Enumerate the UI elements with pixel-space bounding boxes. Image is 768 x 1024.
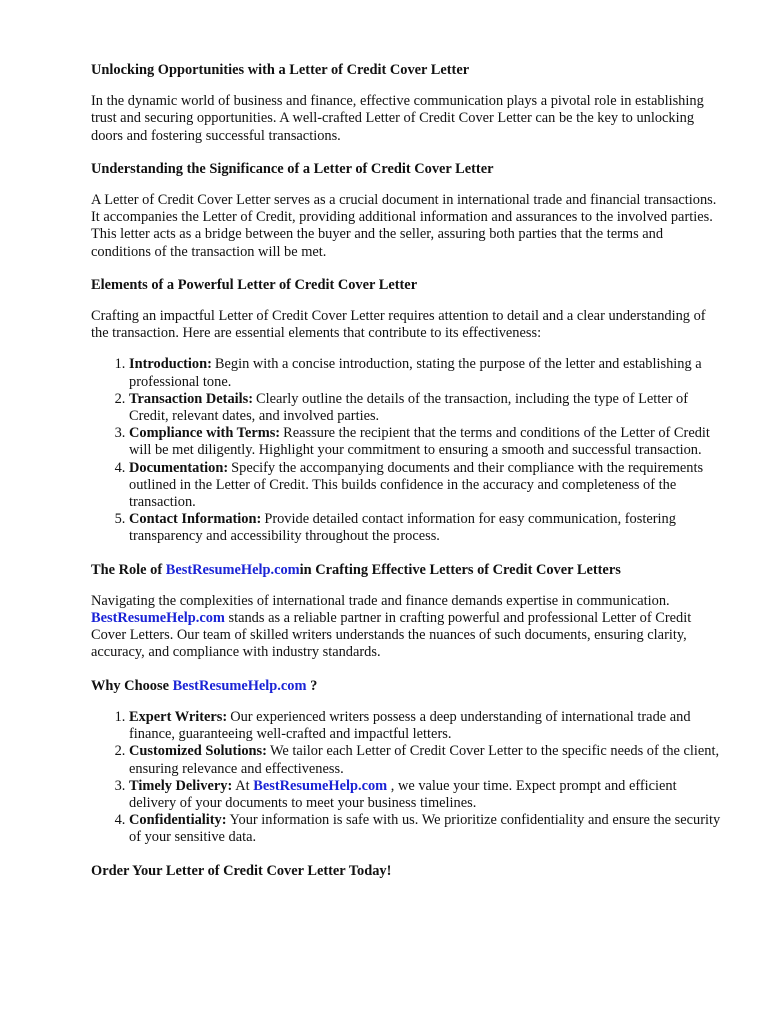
list-item-text: At [235, 777, 250, 794]
list-item-term: Compliance with Terms: [129, 425, 281, 442]
list-item-text: Specify the accompanying documents and their compliance with the requirements outlined in the Letter of Credit. This builds confidence in the accuracy and completeness of the transaction. [129, 459, 704, 511]
list-item-text: , we value your time. Expect prompt and efficient delivery of your documents to meet your business timelines. [129, 777, 677, 811]
list-item-term: Transaction Details: [129, 390, 254, 407]
paragraph-text: stands as a reliable partner in crafting powerful and professional Letter of Credit Cover Letters. Our team of skilled writers understands the nuances of such documents, ensuring clarity, accuracy, and compliance with industry standards. [91, 610, 692, 661]
significance-paragraph: A Letter of Credit Cover Letter serves as a crucial document in international trade and financial transactions. It accompanies the Letter of Credit, providing additional information and assurances to the involved parties. This letter acts as a bridge between the buyer and the seller, assuring both parties that the terms and conditions of the transaction will be met. [91, 192, 717, 260]
heading-text: in Crafting Effective Letters of Credit Cover Letters [299, 561, 621, 578]
list-item-term: Customized Solutions: [129, 743, 267, 760]
role-paragraph [91, 593, 721, 662]
list-item [129, 709, 721, 743]
bestresumehelp-link[interactable]: BestResumeHelp.com [253, 777, 388, 794]
list-item-term: Contact Information: [129, 511, 262, 528]
list-item [129, 511, 721, 545]
bestresumehelp-link[interactable]: BestResumeHelp.com [91, 610, 225, 627]
list-item-text: Begin with a concise introduction, stating the purpose of the letter and establishing a professional tone. [129, 356, 702, 390]
list-item-text: Provide detailed contact information for easy communication, fostering transparency and accessibility throughout the process. [129, 511, 676, 545]
list-item-term: Documentation: [129, 459, 229, 476]
section-heading-why-choose [91, 678, 721, 695]
document-body [91, 62, 721, 880]
heading-text: ? [310, 677, 318, 694]
list-item [129, 743, 721, 777]
list-item-term: Introduction: [129, 356, 212, 373]
list-item-text: We tailor each Letter of Credit Cover Letter to the specific needs of the client, ensuring relevance and effectiveness. [129, 743, 720, 777]
closing-heading: Order Your Letter of Credit Cover Letter Today! [91, 862, 392, 879]
list-item-text: Clearly outline the details of the transaction, including the type of Letter of Credit, relevant dates, and involved parties. [129, 390, 689, 425]
intro-paragraph: In the dynamic world of business and finance, effective communication plays a pivotal role in establishing trust and securing opportunities. A well-crafted Letter of Credit Cover Letter can be the key to unlocking doors and fostering successful transactions. [91, 93, 704, 144]
elements-list [91, 356, 721, 545]
list-item [129, 356, 721, 390]
section-heading-role [91, 562, 721, 579]
list-item-text: Your information is safe with us. We prioritize confidentiality and ensure the security of your sensitive data. [129, 812, 721, 846]
list-item-term: Timely Delivery: [129, 777, 233, 794]
list-item [129, 778, 721, 812]
heading-text: The Role of [91, 561, 163, 578]
list-item-term: Expert Writers: [129, 708, 228, 725]
elements-paragraph: Crafting an impactful Letter of Credit Cover Letter requires attention to detail and a clear understanding of the transaction. Here are essential elements that contribute to its effectiveness: [91, 308, 706, 342]
why-choose-list [91, 709, 721, 847]
bestresumehelp-link[interactable]: BestResumeHelp.com [165, 561, 300, 578]
section-heading-significance: Understanding the Significance of a Letter of Credit Cover Letter [91, 160, 494, 177]
list-item-text: Reassure the recipient that the terms and conditions of the Letter of Credit will be met diligently. Highlight your commitment to ensuring a smooth and successful transaction. [129, 425, 710, 459]
list-item [129, 812, 721, 846]
section-heading-elements: Elements of a Powerful Letter of Credit Cover Letter [91, 276, 418, 293]
heading-text: Why Choose [91, 677, 169, 694]
list-item [129, 460, 721, 512]
page-title: Unlocking Opportunities with a Letter of Credit Cover Letter [91, 62, 470, 78]
list-item [129, 391, 721, 425]
paragraph-text: Navigating the complexities of international trade and finance demands expertise in communication. [91, 592, 670, 609]
list-item-text: Our experienced writers possess a deep understanding of international trade and finance, guaranteeing well-crafted and impactful letters. [129, 708, 691, 743]
bestresumehelp-link[interactable]: BestResumeHelp.com [172, 677, 307, 694]
list-item-term: Confidentiality: [129, 812, 227, 829]
list-item [129, 425, 721, 459]
